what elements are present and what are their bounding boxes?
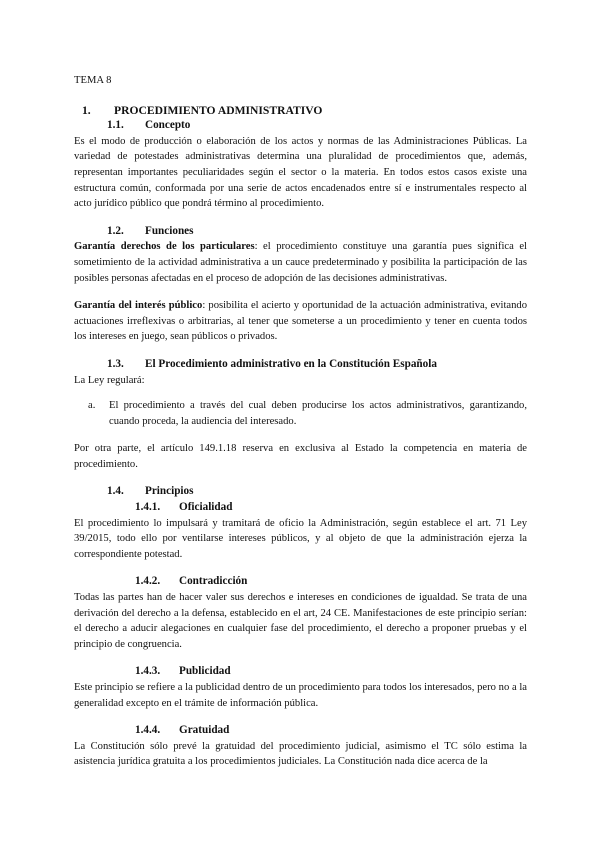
subsection-number: 1.4. [107, 485, 124, 498]
list-item-text: El procedimiento a través del cual deben producirse los actos administrativos, garantizando, cuando proceda, la audiencia del interesado. [109, 400, 527, 427]
subsubsection-heading-publicidad [74, 664, 527, 680]
subsection-heading-constitucion [74, 357, 527, 373]
subsubsection-title: Contradicción [179, 575, 248, 588]
subsubsection-heading-gratuidad [74, 723, 527, 739]
subsubsection-number: 1.4.3. [135, 665, 161, 678]
subsection-number: 1.3. [107, 357, 124, 370]
section-title: PROCEDIMIENTO ADMINISTRATIVO [114, 103, 323, 117]
paragraph-text: : posibilita el acierto y oportunidad de la actuación administrativa, evitando actuaciones irreflexivas o arbitrarias, al tener que someterse a un procedimiento y tener en cuenta todos los intereses en juego, sean públicos o privados. [74, 300, 527, 343]
subsubsection-title: Publicidad [179, 665, 231, 678]
subsubsection-number: 1.4.4. [135, 724, 161, 737]
subsubsection-heading-contradiccion [74, 574, 527, 590]
subsection-title: El Procedimiento administrativo en la Constitución Española [145, 357, 437, 370]
subsection-heading-funciones [74, 224, 527, 240]
subsubsection-number: 1.4.1. [135, 501, 161, 514]
subsection-number: 1.1. [107, 119, 124, 132]
subsection-title: Concepto [145, 119, 191, 132]
paragraph-publicidad: Este principio se refiere a la publicidad dentro de un procedimiento para todos los interesados, pero no a la generalidad excepto en el trámite de información pública. [74, 682, 527, 709]
subsubsection-number: 1.4.2. [135, 575, 161, 588]
paragraph-intro: La Ley regulará: [74, 374, 145, 386]
paragraph-garantia-interes-publico [74, 298, 527, 345]
topic-label: TEMA 8 [74, 75, 112, 86]
paragraph-gratuidad: La Constitución sólo prevé la gratuidad del procedimiento judicial, asimismo el TC sólo estima la asistencia jurídica gratuita a los procedimientos judiciales. La Constitución nada dice acerca de la [74, 740, 527, 768]
list-item [74, 398, 527, 429]
subsection-number: 1.2. [107, 224, 124, 237]
paragraph-text: : el procedimiento constituye una garantía pues significa el sometimiento de la actividad administrativa a un cauce predeterminado y posibilita la participación de las posibles personas afectadas en el proceso de adopción de las decisiones administrativas. [74, 241, 527, 284]
paragraph-concepto: Es el modo de producción o elaboración de los actos y normas de las Administraciones Públicas. La variedad de potestades administrativas determina una pluralidad de procedimientos que, además, representan importantes peculiaridades según el sector o la materia. En todos estos casos existe una estructura común, conformada por una serie de actos encadenados entre sí e instrumentales respecto al acto jurídico público que pondrá término al procedimiento. [74, 135, 527, 210]
subsubsection-title: Gratuidad [179, 724, 230, 737]
subsubsection-title: Oficialidad [179, 501, 233, 514]
subsection-title: Funciones [145, 224, 194, 237]
paragraph-oficialidad: El procedimiento lo impulsará y tramitará de oficio la Administración, según establece el art. 71 Ley 39/2015, todo ello por ventilarse intereses públicos, y al objeto de que la administración ejerza la correspondiente potestad. [74, 517, 527, 560]
subsubsection-heading-oficialidad [74, 500, 527, 516]
paragraph-garantia-particulares [74, 239, 527, 286]
bold-term: Garantía del interés público [74, 300, 203, 312]
paragraph-articulo: Por otra parte, el artículo 149.1.18 reserva en exclusiva al Estado la competencia en materia de procedimiento. [74, 443, 527, 470]
subsection-heading-concepto [74, 118, 527, 134]
bold-term: Garantía derechos de los particulares [74, 241, 255, 253]
section-heading-1 [74, 103, 527, 119]
subsection-title: Principios [145, 485, 194, 498]
document-body [74, 73, 527, 770]
section-number: 1. [82, 103, 91, 117]
subsection-heading-principios [74, 484, 527, 500]
paragraph-contradiccion: Todas las partes han de hacer valer sus derechos e intereses en condiciones de igualdad. Se trata de una derivación del derecho a la defensa, establecido en el art, 24 CE. Manifestaciones de este principio serían: el derecho a aducir alegaciones en cualquier fase del procedimiento, el derecho a proponer pruebas y el principio de congruencia. [74, 592, 527, 650]
list-marker: a. [88, 400, 96, 412]
